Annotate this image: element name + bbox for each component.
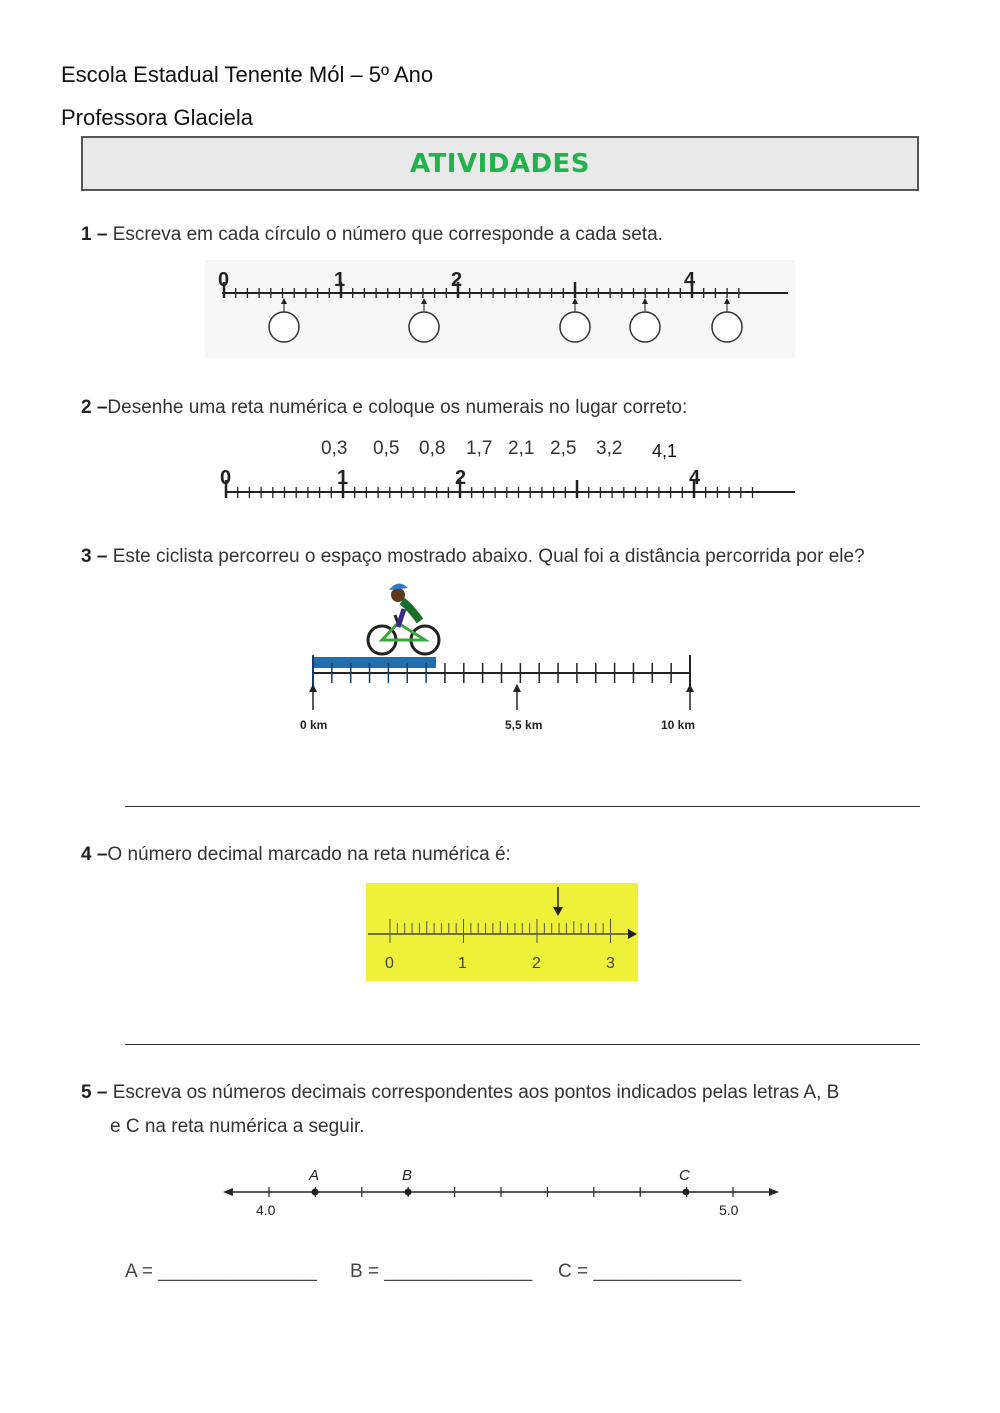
q3-arrow-0km xyxy=(309,684,317,710)
q3-label-5-5km: 5,5 km xyxy=(505,718,543,732)
q5-right-arrowhead xyxy=(769,1188,779,1196)
q1-answer-circle[interactable] xyxy=(269,312,299,342)
q2-num-6: 3,2 xyxy=(596,438,623,459)
answer-c[interactable]: C = ______________ xyxy=(558,1261,742,1282)
q2-num-7: 4,1 xyxy=(652,441,678,461)
question-3-number: 3 – xyxy=(81,546,108,567)
q3-label-10km: 10 km xyxy=(661,718,696,732)
q2-num-5: 2,5 xyxy=(550,438,577,459)
question-5-number: 5 – xyxy=(81,1082,108,1103)
question-2-number: 2 – xyxy=(81,397,108,418)
question-1 xyxy=(81,224,663,246)
question-2-text: Desenhe uma reta numérica e coloque os numerais no lugar correto: xyxy=(107,397,688,418)
q4-label-2: 2 xyxy=(532,955,541,972)
q2-num-4: 2,1 xyxy=(508,438,535,459)
page-title: ATIVIDADES xyxy=(409,148,591,179)
question-1-text: Escreva em cada círculo o número que corresponde a cada seta. xyxy=(112,224,663,245)
q1-figure-bg xyxy=(205,260,795,358)
title-banner xyxy=(81,136,919,191)
q4-answer-line[interactable] xyxy=(125,1044,920,1045)
q5-tick-label-4-0: 4.0 xyxy=(256,1202,276,1218)
q5-label-c: C xyxy=(679,1167,690,1184)
school-name: Escola Estadual Tenente Mól – 5º Ano xyxy=(61,62,434,87)
question-3 xyxy=(81,546,865,568)
q4-label-3: 3 xyxy=(606,955,615,972)
q5-number-line xyxy=(215,1160,785,1222)
q4-label-1: 1 xyxy=(458,955,467,972)
question-3-text: Este ciclista percorreu o espaço mostrado abaixo. Qual foi a distância percorrida por ele? xyxy=(112,546,865,567)
answer-a[interactable]: A = _______________ xyxy=(125,1261,317,1282)
q5-tick-label-5-0: 5.0 xyxy=(719,1202,739,1218)
q2-num-0: 0,3 xyxy=(321,438,348,459)
q1-answer-circle[interactable] xyxy=(712,312,742,342)
q5-point-b xyxy=(405,1189,412,1196)
q2-label-0: 0 xyxy=(220,467,232,489)
q1-label-2: 2 xyxy=(451,269,463,291)
q1-answer-circle[interactable] xyxy=(409,312,439,342)
q3-arrow-10km xyxy=(686,684,694,710)
q4-label-0: 0 xyxy=(385,955,394,972)
question-5 xyxy=(81,1082,839,1104)
q3-arrow-5-5km xyxy=(513,684,521,710)
question-5-text-line-1: Escreva os números decimais correspondentes aos pontos indicados pelas letras A, B xyxy=(112,1082,840,1103)
q5-left-arrowhead xyxy=(223,1188,233,1196)
answer-b[interactable]: B = ______________ xyxy=(350,1261,533,1282)
q2-num-3: 1,7 xyxy=(466,438,493,459)
question-2 xyxy=(81,397,687,419)
q1-label-1: 1 xyxy=(334,269,346,291)
q5-label-b: B xyxy=(402,1167,413,1184)
q1-answer-circle[interactable] xyxy=(630,312,660,342)
question-4 xyxy=(81,844,511,866)
q1-answer-circle[interactable] xyxy=(560,312,590,342)
q2-label-2: 2 xyxy=(455,467,467,489)
q3-cyclist-figure xyxy=(290,575,720,740)
q1-label-4: 4 xyxy=(684,269,696,291)
q3-answer-line[interactable] xyxy=(125,806,920,807)
teacher-name: Professora Glaciela xyxy=(61,105,253,130)
q2-number-line xyxy=(210,462,810,507)
cyclist-icon xyxy=(368,583,439,654)
q2-label-1: 1 xyxy=(337,467,349,489)
question-1-number: 1 – xyxy=(81,224,108,245)
q5-label-a: A xyxy=(309,1167,320,1184)
q1-label-0: 0 xyxy=(218,269,230,291)
q2-num-1: 0,5 xyxy=(373,438,400,459)
q5-point-c xyxy=(683,1189,690,1196)
q2-num-2: 0,8 xyxy=(419,438,446,459)
q5-point-a xyxy=(312,1189,319,1196)
q3-label-0km: 0 km xyxy=(300,718,328,732)
question-4-number: 4 – xyxy=(81,844,108,865)
question-5-text-line-2: e C na reta numérica a seguir. xyxy=(110,1116,365,1137)
question-4-text: O número decimal marcado na reta numérica é: xyxy=(107,844,511,865)
q2-ticks xyxy=(226,480,753,498)
q2-label-4: 4 xyxy=(689,467,701,489)
q4-ruler-bg xyxy=(366,883,638,981)
q1-number-line xyxy=(200,260,800,360)
q4-ruler-figure xyxy=(366,883,638,981)
